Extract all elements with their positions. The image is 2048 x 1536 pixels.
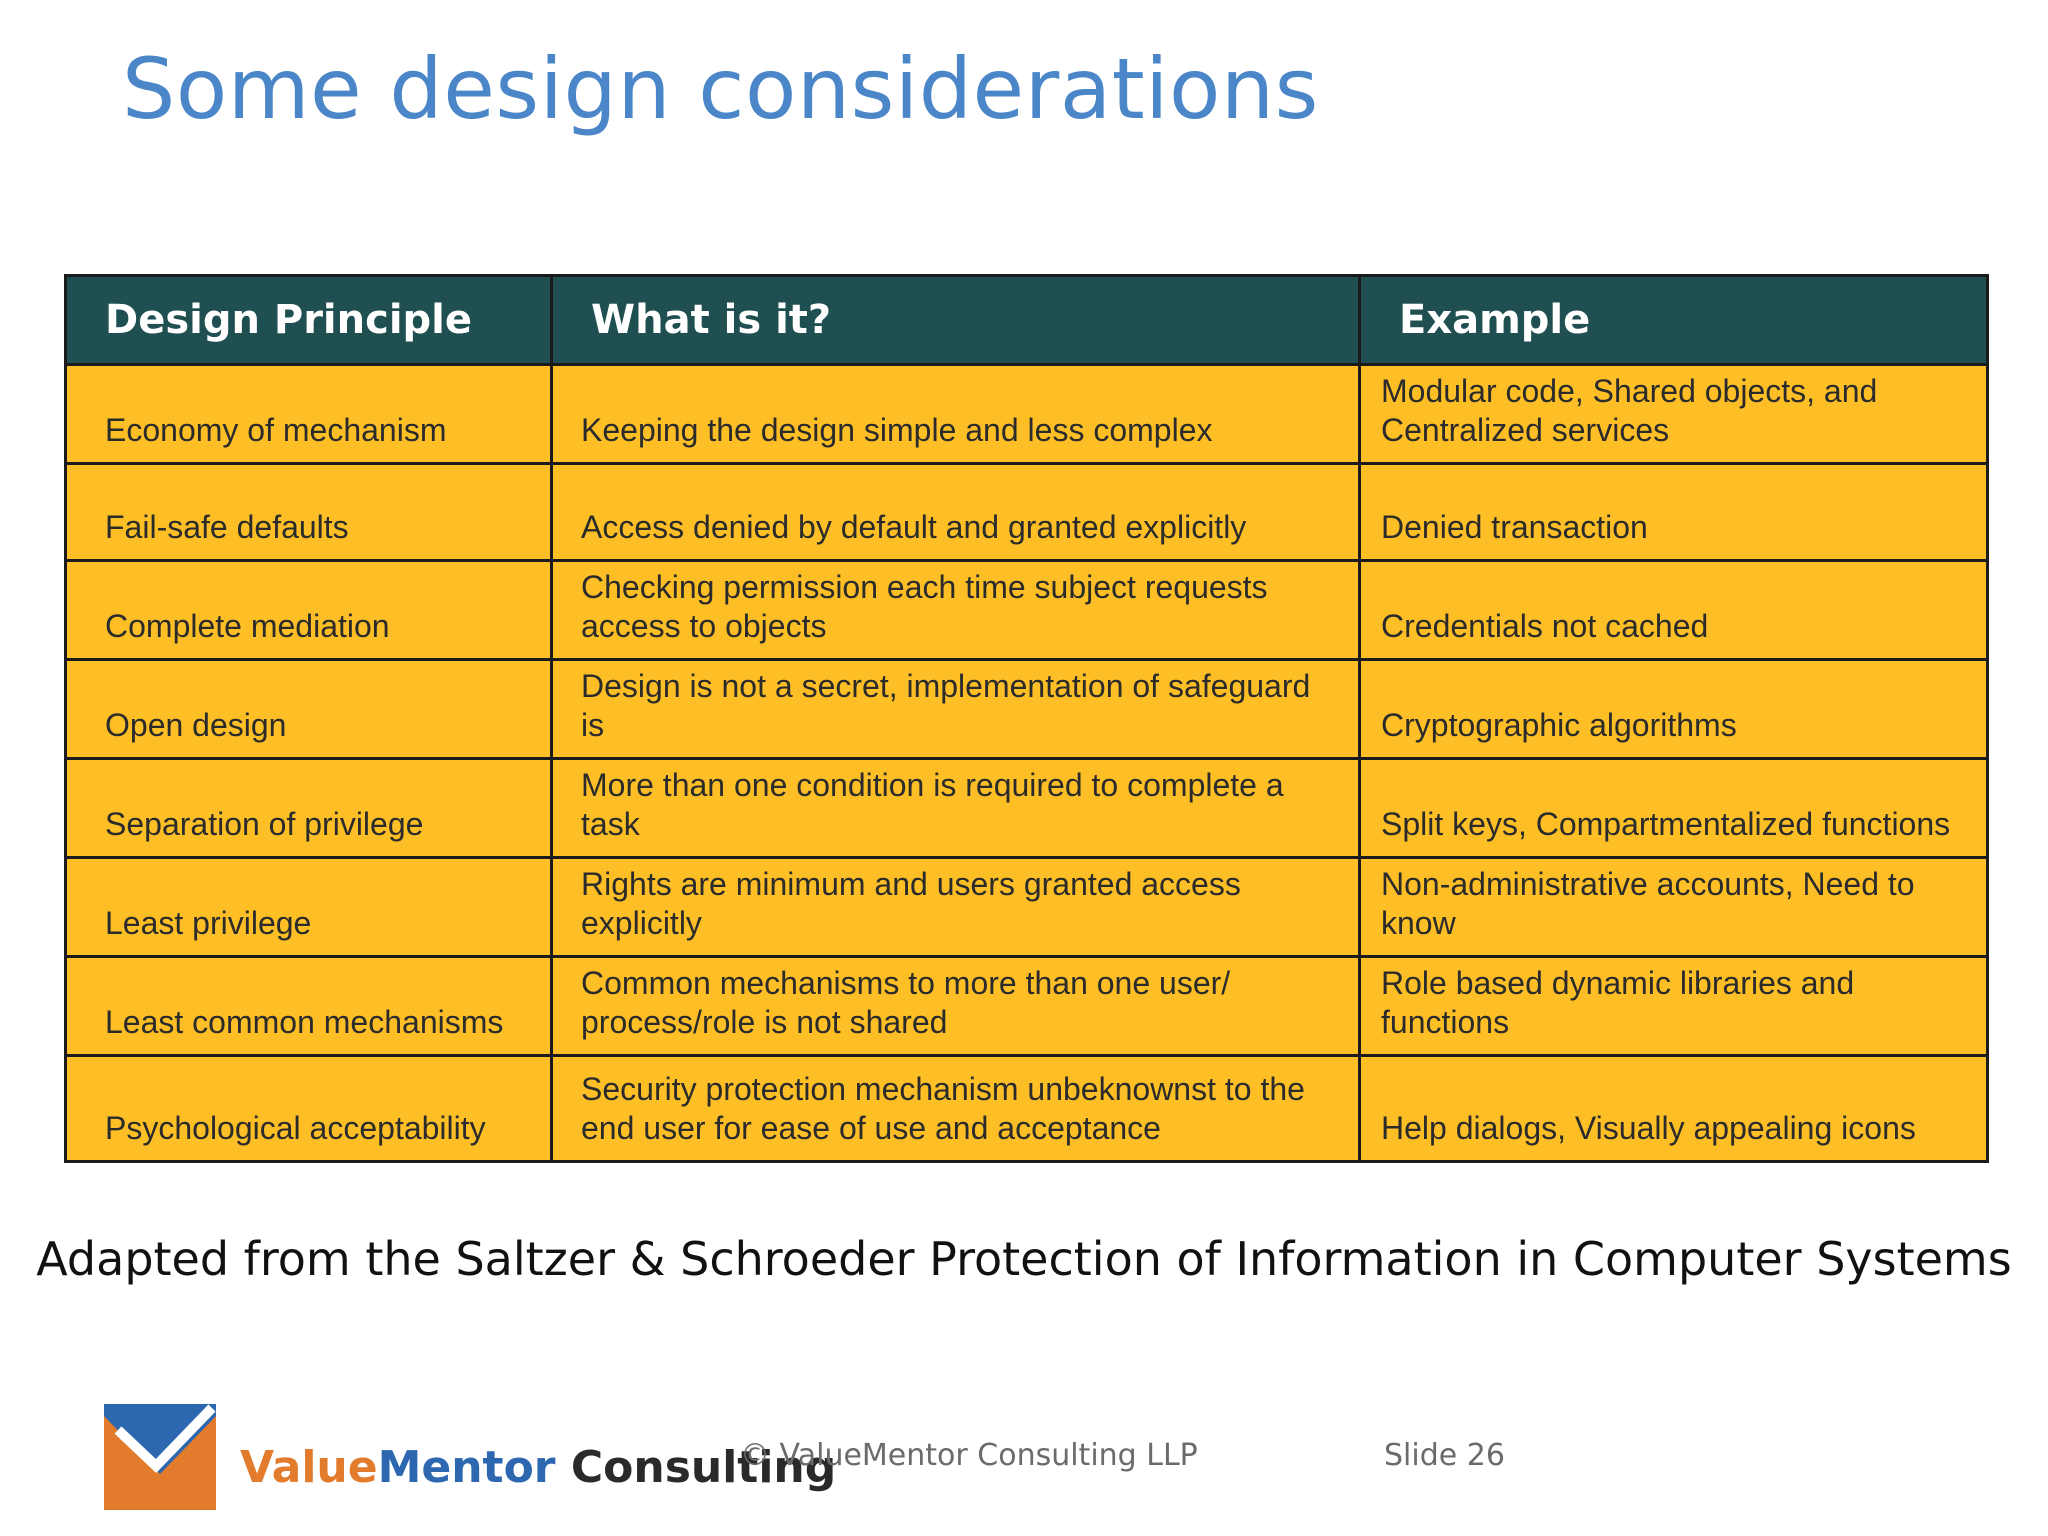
table-row xyxy=(66,957,1988,1056)
table-row xyxy=(66,759,1988,858)
table-row xyxy=(66,464,1988,561)
example-cell: Role based dynamic libraries and functions xyxy=(1360,957,1988,1056)
example-cell: Cryptographic algorithms xyxy=(1360,660,1988,759)
logo-word-consulting: Consulting xyxy=(570,1442,837,1493)
slide-title: Some design considerations xyxy=(122,40,1319,138)
description-cell: Checking permission each time subject requests access to objects xyxy=(552,561,1360,660)
header-what-is-it: What is it? xyxy=(552,276,1360,365)
example-cell: Help dialogs, Visually appealing icons xyxy=(1360,1056,1988,1162)
checkmark-logo-icon xyxy=(104,1404,216,1510)
slide-number: Slide 26 xyxy=(1384,1438,1505,1473)
example-cell: Modular code, Shared objects, and Centralized services xyxy=(1360,365,1988,464)
header-design-principle: Design Principle xyxy=(66,276,552,365)
description-cell: Security protection mechanism unbeknownst to the end user for ease of use and acceptance xyxy=(552,1056,1360,1162)
principle-cell: Open design xyxy=(66,660,552,759)
example-cell: Non-administrative accounts, Need to know xyxy=(1360,858,1988,957)
principle-cell: Economy of mechanism xyxy=(66,365,552,464)
source-caption: Adapted from the Saltzer & Schroeder Protection of Information in Computer Systems xyxy=(36,1232,2012,1286)
description-cell: More than one condition is required to complete a task xyxy=(552,759,1360,858)
principle-cell: Complete mediation xyxy=(66,561,552,660)
table-header-row xyxy=(66,276,1988,365)
logo-word-mentor: Mentor xyxy=(377,1442,556,1493)
table-row xyxy=(66,365,1988,464)
header-example: Example xyxy=(1360,276,1988,365)
principle-cell: Fail-safe defaults xyxy=(66,464,552,561)
description-cell: Access denied by default and granted explicitly xyxy=(552,464,1360,561)
description-cell: Common mechanisms to more than one user/ process/role is not shared xyxy=(552,957,1360,1056)
principle-cell: Psychological acceptability xyxy=(66,1056,552,1162)
description-cell: Keeping the design simple and less complex xyxy=(552,365,1360,464)
logo-word-value: Value xyxy=(240,1442,378,1493)
description-cell: Design is not a secret, implementation of safeguard is xyxy=(552,660,1360,759)
example-cell: Denied transaction xyxy=(1360,464,1988,561)
table-row xyxy=(66,561,1988,660)
design-principles-table xyxy=(64,274,1989,1163)
table-row xyxy=(66,858,1988,957)
principle-cell: Separation of privilege xyxy=(66,759,552,858)
description-cell: Rights are minimum and users granted access explicitly xyxy=(552,858,1360,957)
table-row xyxy=(66,660,1988,759)
example-cell: Split keys, Compartmentalized functions xyxy=(1360,759,1988,858)
footer-copyright: © ValueMentor Consulting LLP xyxy=(740,1438,1198,1473)
example-cell: Credentials not cached xyxy=(1360,561,1988,660)
table-row xyxy=(66,1056,1988,1162)
principle-cell: Least common mechanisms xyxy=(66,957,552,1056)
principle-cell: Least privilege xyxy=(66,858,552,957)
